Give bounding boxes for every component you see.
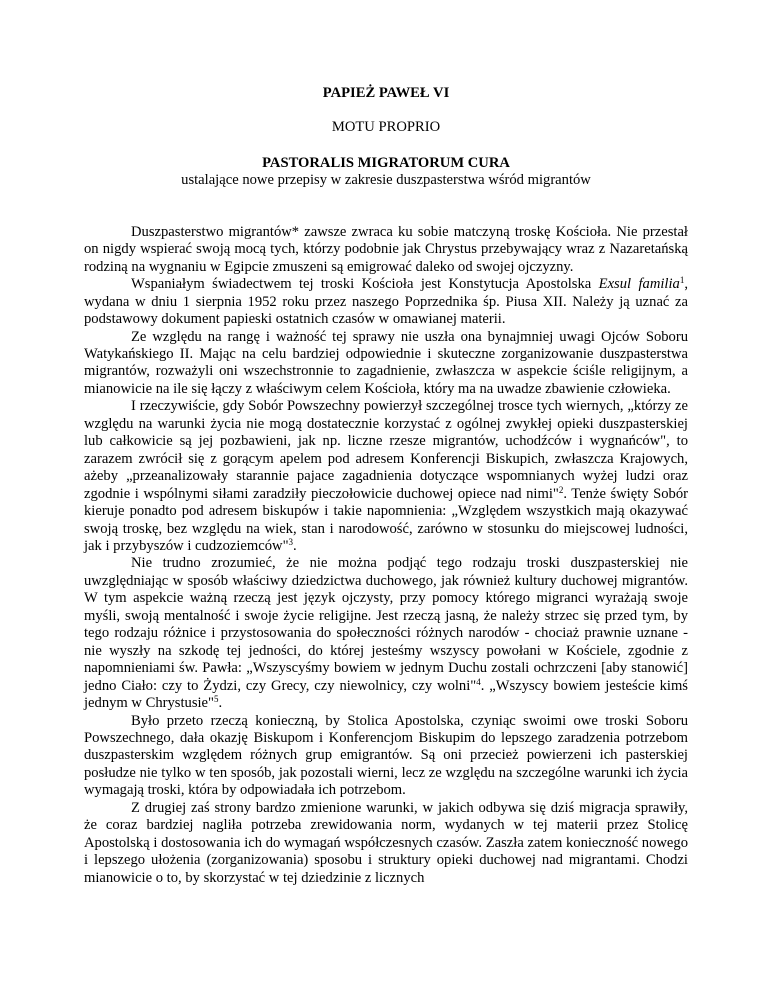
paragraph-4-text-c: . [293,537,297,554]
paragraph-4 [84,398,688,555]
paragraph-7: Z drugiej zaś strony bardzo zmienione warunki, w jakich odbywa się dziś migracja sprawiły, że coraz bardziej nagliła potrzeba zrewidowania norm, wydanych w tej materii przez Stolicę Apostolską i dostosowania ich do wymagań współczesnych czasów. Zaszła zatem konieczność nowego i lepszego ułożenia (zorganizowania) sposobu i struktury opieki duchowej nad migrantami. Chodzi mianowicie o to, by skorzystać w tej dziedzinie z licznych [84,799,688,886]
paragraph-2-text-a: Wspaniałym świadectwem tej troski Kościoła jest Konstytucja Apostolska [131,276,592,293]
footnote-ref-2: 2 [558,484,564,495]
paragraph-3: Ze względu na rangę i ważność tej sprawy nie uszła ona bynajmniej uwagi Ojców Soboru Watykańskiego II. Mając na celu bardziej odpowiednie i skuteczne zorganizowanie duszpasterstwa migrantów, rozważyli oni wszechstronnie to zagadnienie, zwłaszcza w aspekcie ściśle religijnym, a mianowicie na ile się łączy z właściwym celem Kościoła, który ma na uwadze zbawienie człowieka. [84,328,688,397]
paragraph-2 [84,276,688,328]
footnote-ref-4: 4 [476,676,481,687]
paragraph-4-text-a: I rzeczywiście, gdy Sobór Powszechny powierzył szczególnej trosce tych wiernych, „którzy ze względu na warunki życia nie mogą dostatecznie korzystać z ogólnej zwykłej opieki duszpasterskiej lub całkowicie są jej pozbawieni, jak np. liczne rzesze migrantów, uchodźców i wygnańców", to zarazem zwrócił się z gorącym apelem pod adresem Konferencji Biskupich, zwłaszcza Krajowych, ażeby „przeanalizowały starannie pajace zagadnienia dotyczące wspomnianych wyżej ludzi oraz zgodnie i wspólnymi siłami zaradziły pieczołowicie duchowej opiece nad nimi" [84,398,688,502]
paragraph-5-text-a: Nie trudno zrozumieć, że nie można podjąć tego rodzaju troski duszpasterskiej nie uwzględniając w sposób właściwy dziedzictwa duchowego, jak również kultury duchowej migrantów. W tym aspekcie ważną rzeczą jest język ojczysty, przy pomocy którego migranci wyrażają swoje myśli, swoją mentalność i swoje życie religijne. Jest rzeczą jasną, że należy strzec się przed tym, by tego rodzaju różnice i przystosowania do społeczności różnych narodów - chociaż prawnie uznane - nie wyszły na szkodę tej jedności, do której jesteśmy wszyscy powołani w Kościele, zgodnie z napomnieniami św. Pawła: „Wszyscyśmy bowiem w jednym Duchu zostali ochrzczeni [aby stanowić] jedno Ciało: czy to Żydzi, czy Grecy, czy niewolnicy, czy wolni" [84,555,688,694]
paragraph-1: Duszpasterstwo migrantów* zawsze zwraca ku sobie matczyną troskę Kościoła. Nie przestał on nigdy wspierać swoją mocą tych, którzy podobnie jak Chrystus przebywający wraz z Nazaretańską rodziną na wygnaniu w Egipcie zmuszeni są emigrować daleko od swojej ojczyzny. [84,223,688,275]
paragraph-5-text-c: . [218,695,223,712]
paragraph-4-text-b: . Tenże święty Sobór kieruje ponadto pod adresem biskupów i takie napomnienia: „Względem wszystkich mają okazywać swoją troskę, bez względu na wiek, stan i narodowość, zarówno w stosunku do miejscowej ludności, jak i przybyszów i cudzoziemców" [84,485,688,554]
document-type-heading: MOTU PROPRIO [331,119,441,136]
document-subtitle: ustalające nowe przepisy w zakresie duszpasterstwa wśród migrantów [181,172,591,189]
footnote-ref-1: 1 [679,275,685,286]
paragraph-6: Było przeto rzeczą konieczną, by Stolica Apostolska, czyniąc swoimi owe troski Soboru Powszechnego, dała okazję Biskupom i Konferencjom Biskupim do lepszego zaradzenia potrzebom duszpasterskim względem różnych grup emigrantów. Są oni przecież powierzeni ich pasterskiej posłudze nie tylko w ten sposób, jak pozostali wierni, lecz ze względu na szczególne warunki ich życia wymagają troski, która by odpowiadała ich potrzebom. [84,712,688,799]
footnote-ref-5: 5 [214,694,219,705]
document-body [84,224,688,887]
paragraph-5 [84,555,688,712]
document-title: PASTORALIS MIGRATORUM CURA [262,154,510,171]
paragraph-5-text-b: . „Wszyscy bowiem jesteście kimś jednym w Chrystusie" [84,677,688,712]
author-heading: PAPIEŻ PAWEŁ VI [322,85,450,101]
exsul-familia-title: Exsul familia [598,276,680,293]
paragraph-2-text-b: , wydana w dniu 1 sierpnia 1952 roku przez naszego Poprzednika śp. Piusa XII. Należy ją uznać za podstawowy dokument papieski ostatnich czasów w omawianej materii. [84,276,688,328]
footnote-ref-3: 3 [288,536,294,547]
